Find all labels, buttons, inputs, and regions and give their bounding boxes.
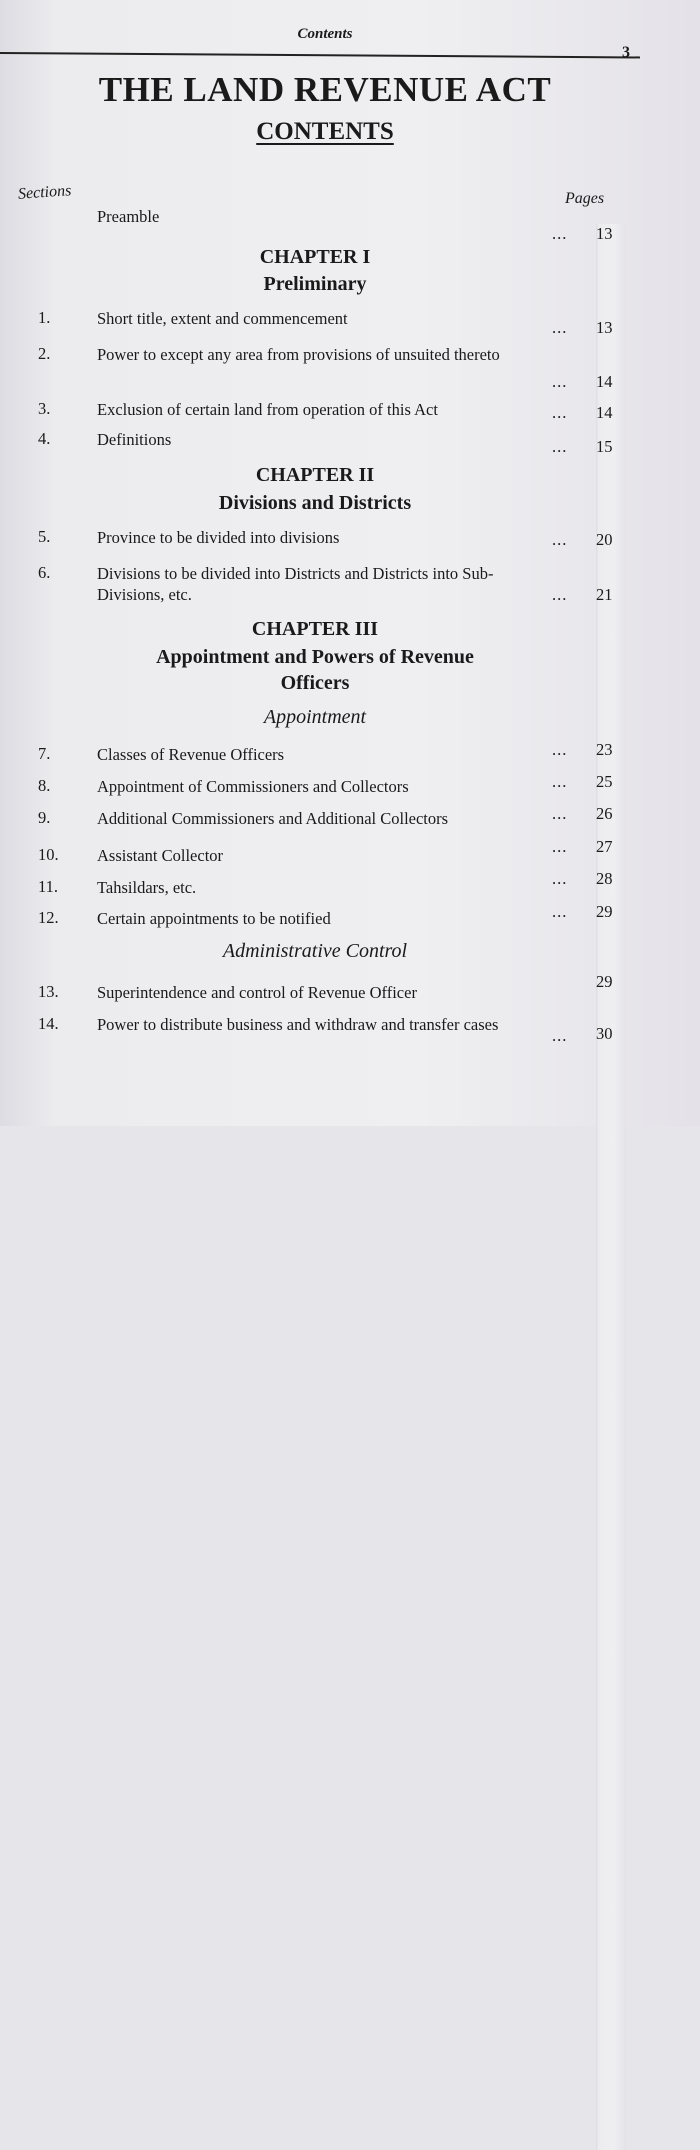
entry-dots: ... bbox=[552, 437, 568, 456]
entry-title: Divisions to be divided into Districts and Districts into Sub-Divisions, etc. bbox=[97, 564, 494, 604]
entry-page: 15 bbox=[596, 437, 626, 1563]
entry-dots: ... bbox=[552, 372, 568, 391]
running-head: Contents bbox=[297, 26, 353, 42]
entry-number: 13. bbox=[38, 982, 59, 1001]
entry-number: 5. bbox=[38, 527, 51, 546]
entry-dots: ... bbox=[552, 837, 568, 856]
entry-title: Power to distribute business and withdraw and transfer cases bbox=[97, 1015, 499, 1034]
entry-number: 9. bbox=[38, 808, 51, 827]
entry-page: 30 bbox=[596, 1024, 626, 2150]
entry-number: 1. bbox=[38, 308, 51, 327]
entry-number: 11. bbox=[38, 877, 59, 896]
entry-number: 3. bbox=[38, 399, 51, 418]
entry-number: 8. bbox=[38, 776, 51, 795]
entry-dots: ... bbox=[552, 224, 568, 243]
entry-page: 13 bbox=[596, 224, 626, 1350]
subheading-appointment: Appointment bbox=[263, 706, 367, 728]
entry-number: 6. bbox=[38, 563, 51, 582]
entry-number: 12. bbox=[38, 908, 59, 927]
act-title: THE LAND REVENUE ACT bbox=[98, 70, 552, 109]
entry-number: 4. bbox=[38, 429, 51, 448]
entry-title: Classes of Revenue Officers bbox=[97, 745, 285, 764]
entry-dots: ... bbox=[552, 804, 568, 823]
entry-title: Superintendence and control of Revenue Officer bbox=[97, 983, 417, 1002]
entry-title: Power to except any area from provisions of unsuited thereto bbox=[97, 345, 500, 364]
entry-page: 20 bbox=[596, 530, 626, 1656]
entry-number: 14. bbox=[38, 1014, 59, 1033]
chapter-3-name-line1: Appointment and Powers of Revenue bbox=[156, 646, 474, 668]
entry-title: Assistant Collector bbox=[97, 846, 224, 865]
entry-page: 29 bbox=[596, 902, 626, 2028]
entry-dots: ... bbox=[552, 902, 568, 921]
sections-column-label: Sections bbox=[17, 182, 72, 203]
entry-page: 13 bbox=[596, 318, 626, 1444]
entry-dots: ... bbox=[552, 772, 568, 791]
entry-dots: ... bbox=[552, 1026, 568, 1045]
subheading-administrative-control: Administrative Control bbox=[222, 940, 408, 962]
entry-title: Definitions bbox=[97, 430, 172, 449]
pages-column-label: Pages bbox=[565, 190, 605, 207]
entry-title: Additional Commissioners and Additional Collectors bbox=[97, 809, 449, 828]
entry-page: 29 bbox=[596, 972, 626, 2098]
entry-title: Exclusion of certain land from operation of this Act bbox=[97, 400, 438, 419]
entry-page: 25 bbox=[596, 772, 626, 1898]
entry-page: 27 bbox=[596, 837, 626, 1963]
chapter-3-name-line2: Officers bbox=[280, 672, 350, 694]
entry-page: 23 bbox=[596, 740, 626, 1866]
entry-dots: ... bbox=[552, 318, 568, 337]
entry-number: 2. bbox=[38, 344, 51, 363]
entry-dots: ... bbox=[552, 530, 568, 549]
chapter-3-heading: CHAPTER III bbox=[251, 618, 379, 640]
header-rule bbox=[0, 52, 640, 58]
entry-title: Certain appointments to be notified bbox=[97, 909, 331, 928]
entry-title: Province to be divided into divisions bbox=[97, 528, 340, 547]
entry-number: 7. bbox=[38, 744, 51, 763]
entry-page: 14 bbox=[596, 372, 626, 1498]
entry-title: Tahsildars, etc. bbox=[97, 878, 197, 897]
entry-page: 26 bbox=[596, 804, 626, 1930]
page-number: 3 bbox=[622, 44, 630, 61]
entry-number: 10. bbox=[38, 845, 59, 864]
chapter-1-name: Preliminary bbox=[263, 273, 367, 295]
entry-title: Appointment of Commissioners and Collectors bbox=[97, 777, 409, 796]
entry-dots: ... bbox=[552, 403, 568, 422]
entry-title: Preamble bbox=[97, 207, 160, 226]
chapter-2-name: Divisions and Districts bbox=[218, 492, 412, 514]
entry-page: 14 bbox=[596, 403, 626, 1529]
entry-dots: ... bbox=[552, 869, 568, 888]
contents-title: CONTENTS bbox=[256, 118, 394, 145]
entry-dots: ... bbox=[552, 585, 568, 604]
entry-page: 21 bbox=[596, 585, 626, 1711]
entry-page: 28 bbox=[596, 869, 626, 1995]
entry-dots: ... bbox=[552, 740, 568, 759]
entry-title: Short title, extent and commencement bbox=[97, 309, 348, 328]
chapter-2-heading: CHAPTER II bbox=[255, 464, 375, 486]
chapter-1-heading: CHAPTER I bbox=[259, 246, 371, 268]
